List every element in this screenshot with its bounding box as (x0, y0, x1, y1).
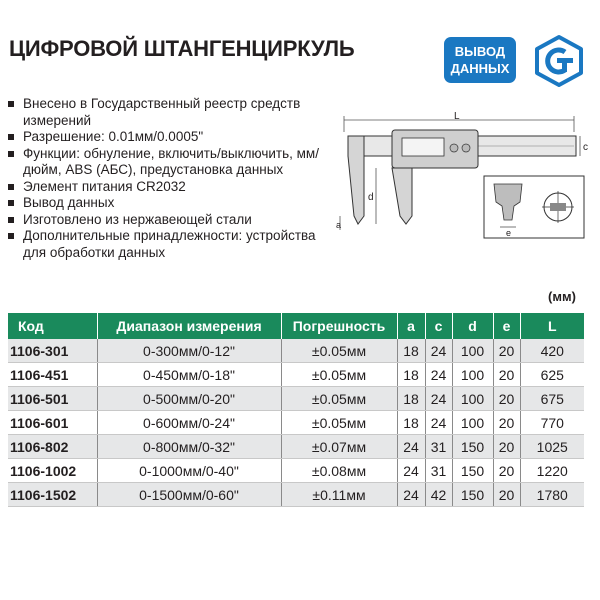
feature-item: Внесено в Государственный реестр средств измерений (6, 96, 336, 129)
cell-accuracy: ±0.05мм (281, 411, 397, 435)
feature-item: Элемент питания CR2032 (6, 179, 336, 196)
bullet-icon (8, 233, 14, 239)
cell-c: 24 (425, 339, 452, 363)
cell-code: 1106-1502 (8, 483, 97, 507)
cell-code: 1106-451 (8, 363, 97, 387)
table-row (8, 435, 584, 459)
cell-a: 18 (397, 411, 425, 435)
dim-label-L: L (454, 112, 460, 122)
feature-item: Функции: обнуление, включить/выключить, мм/дюйм, ABS (АБС), предустановка данных (6, 146, 336, 179)
table-header-row (8, 313, 584, 339)
cell-c: 24 (425, 411, 452, 435)
caliper-drawing (336, 112, 594, 260)
col-header-e: e (493, 313, 520, 339)
dim-label-e: e (506, 228, 512, 238)
table-row (8, 459, 584, 483)
cell-code: 1106-301 (8, 339, 97, 363)
cell-L: 770 (520, 411, 584, 435)
cell-L: 1220 (520, 459, 584, 483)
cell-code: 1106-601 (8, 411, 97, 435)
cell-e: 20 (493, 387, 520, 411)
cell-range: 0-800мм/0-32" (97, 435, 281, 459)
col-header-code: Код (8, 313, 97, 339)
cell-range: 0-450мм/0-18" (97, 363, 281, 387)
feature-item: Разрешение: 0.01мм/0.0005" (6, 129, 336, 146)
table-row (8, 339, 584, 363)
cell-range: 0-1000мм/0-40" (97, 459, 281, 483)
col-header-d: d (452, 313, 493, 339)
cell-d: 100 (452, 387, 493, 411)
cell-e: 20 (493, 339, 520, 363)
spec-table (8, 313, 584, 507)
cell-a: 18 (397, 363, 425, 387)
cell-L: 1025 (520, 435, 584, 459)
cell-a: 18 (397, 387, 425, 411)
cell-L: 420 (520, 339, 584, 363)
cell-accuracy: ±0.08мм (281, 459, 397, 483)
cell-code: 1106-1002 (8, 459, 97, 483)
feature-list (6, 96, 336, 261)
cell-a: 24 (397, 483, 425, 507)
cell-a: 18 (397, 339, 425, 363)
cell-accuracy: ±0.07мм (281, 435, 397, 459)
table-row (8, 387, 584, 411)
feature-item: Изготовлено из нержавеющей стали (6, 212, 336, 229)
sliding-jaw (392, 168, 412, 224)
cell-d: 100 (452, 339, 493, 363)
table-row (8, 363, 584, 387)
table-row (8, 483, 584, 507)
cell-L: 625 (520, 363, 584, 387)
feature-item: Дополнительные принадлежности: устройства для обработки данных (6, 228, 336, 261)
cell-d: 150 (452, 483, 493, 507)
cell-range: 0-1500мм/0-60" (97, 483, 281, 507)
fixed-jaw (348, 136, 364, 224)
bullet-icon (8, 200, 14, 206)
table-row (8, 411, 584, 435)
cell-d: 100 (452, 411, 493, 435)
cell-c: 31 (425, 459, 452, 483)
col-header-L: L (520, 313, 584, 339)
cell-accuracy: ±0.05мм (281, 363, 397, 387)
dim-label-c: c (583, 142, 588, 153)
cell-e: 20 (493, 483, 520, 507)
cell-e: 20 (493, 459, 520, 483)
cell-L: 1780 (520, 483, 584, 507)
cell-d: 150 (452, 459, 493, 483)
unit-label: (мм) (548, 289, 576, 304)
bullet-icon (8, 184, 14, 190)
cell-accuracy: ±0.05мм (281, 339, 397, 363)
data-output-badge (444, 37, 516, 83)
bullet-icon (8, 151, 14, 157)
cell-e: 20 (493, 363, 520, 387)
cell-range: 0-600мм/0-24" (97, 411, 281, 435)
cell-c: 24 (425, 363, 452, 387)
cell-code: 1106-501 (8, 387, 97, 411)
cell-a: 24 (397, 459, 425, 483)
cell-c: 42 (425, 483, 452, 507)
cell-e: 20 (493, 435, 520, 459)
cell-c: 24 (425, 387, 452, 411)
page-title: ЦИФРОВОЙ ШТАНГЕНЦИРКУЛЬ (9, 36, 355, 61)
bullet-icon (8, 101, 14, 107)
col-header-a: a (397, 313, 425, 339)
dim-label-d: d (368, 192, 374, 203)
dim-label-a: a (336, 220, 342, 230)
badge-line-1: ВЫВОД (454, 44, 506, 59)
cell-code: 1106-802 (8, 435, 97, 459)
bullet-icon (8, 217, 14, 223)
col-header-accuracy: Погрешность (281, 313, 397, 339)
badge-line-2: ДАННЫХ (450, 61, 510, 76)
cell-c: 31 (425, 435, 452, 459)
cell-L: 675 (520, 387, 584, 411)
cell-range: 0-300мм/0-12" (97, 339, 281, 363)
cell-e: 20 (493, 411, 520, 435)
col-header-c: c (425, 313, 452, 339)
lcd-display (402, 138, 444, 156)
feature-item: Вывод данных (6, 195, 336, 212)
cell-range: 0-500мм/0-20" (97, 387, 281, 411)
col-header-range: Диапазон измерения (97, 313, 281, 339)
cell-accuracy: ±0.11мм (281, 483, 397, 507)
certification-logo-icon (532, 34, 586, 88)
cell-d: 150 (452, 435, 493, 459)
cell-accuracy: ±0.05мм (281, 387, 397, 411)
cell-d: 100 (452, 363, 493, 387)
bullet-icon (8, 134, 14, 140)
cell-a: 24 (397, 435, 425, 459)
